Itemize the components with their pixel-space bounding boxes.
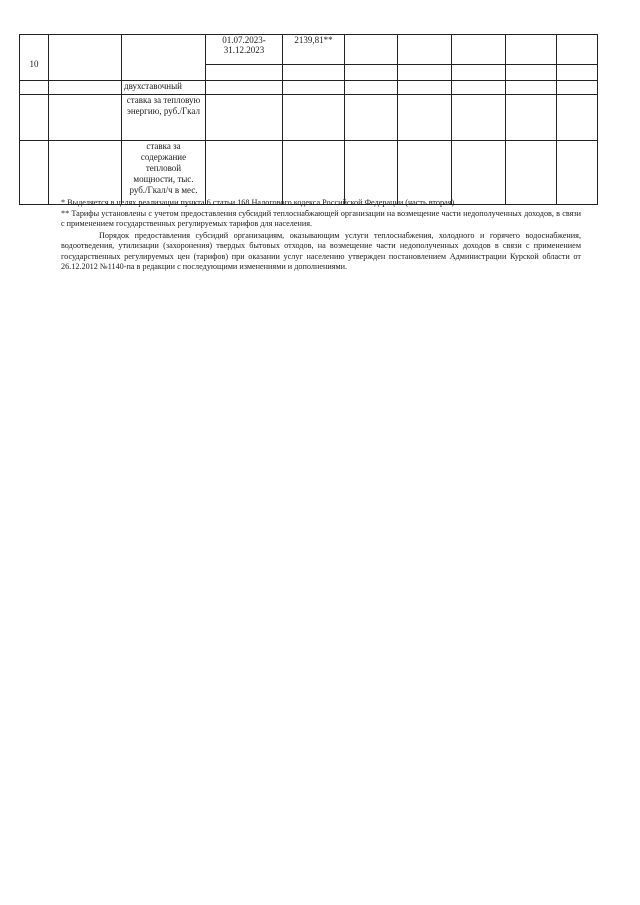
cell-empty bbox=[283, 141, 345, 205]
cell-empty bbox=[20, 141, 49, 205]
cell-empty bbox=[452, 65, 506, 81]
table-row bbox=[20, 141, 598, 205]
cell-empty bbox=[506, 65, 557, 81]
cell-empty bbox=[506, 141, 557, 205]
cell-empty bbox=[557, 95, 598, 141]
period-cell: 01.07.2023-31.12.2023 bbox=[206, 35, 283, 65]
footnote-subsidy: ** Тарифы установлены с учетом предоставления субсидий теплоснабжающей организации на возмещение части недополученных доходов, в связи с применением государственных регулируемых тарифов для населения. bbox=[61, 208, 581, 228]
footnote-vat: * Выделяется в целях реализации пункта 6 статьи 168 Налогового кодекса Российской Федерации (часть вторая). bbox=[61, 198, 457, 207]
cell-empty bbox=[398, 141, 452, 205]
subsidy-procedure-paragraph: Порядок предоставления субсидий организациям, оказывающим услуги теплоснабжения, холодного и горячего водоснабжения, водоотведения, утилизации (захоронения) твердых бытовых отходов, на возмещение части недополученных доходов в связи с применением государственных регулируемых цен (тарифов) при оказании услуг населению утвержден постановлением Администрации Курской области от 26.12.2012 №1140-па в редакции с последующими изменениями и дополнениями. bbox=[61, 230, 581, 271]
cell-empty bbox=[20, 81, 49, 95]
cell-empty bbox=[206, 65, 283, 81]
cell-empty bbox=[506, 95, 557, 141]
tariff-type-cell: двухставочный bbox=[122, 81, 206, 95]
cell-empty bbox=[557, 35, 598, 65]
table-row bbox=[20, 35, 598, 65]
cell-empty bbox=[283, 95, 345, 141]
cell-empty bbox=[557, 65, 598, 81]
cell-empty bbox=[345, 35, 398, 65]
cell-empty bbox=[557, 81, 598, 95]
cell-empty bbox=[20, 95, 49, 141]
cell-empty bbox=[283, 65, 345, 81]
cell-empty bbox=[49, 141, 122, 205]
cell-empty bbox=[49, 35, 122, 81]
cell-empty bbox=[452, 35, 506, 65]
cell-empty bbox=[398, 65, 452, 81]
cell-empty bbox=[49, 81, 122, 95]
cell-empty bbox=[206, 81, 283, 95]
cell-empty bbox=[122, 35, 206, 81]
table-row bbox=[20, 95, 598, 141]
cell-empty bbox=[506, 81, 557, 95]
cell-empty bbox=[283, 81, 345, 95]
cell-empty bbox=[452, 95, 506, 141]
cell-empty bbox=[506, 35, 557, 65]
rate-capacity-cell: ставка за содержание тепловой мощности, тыс. руб./Гкал/ч в мес. bbox=[122, 141, 206, 205]
cell-empty bbox=[345, 81, 398, 95]
cell-empty bbox=[452, 141, 506, 205]
tariff-table bbox=[19, 34, 598, 205]
cell-empty bbox=[398, 35, 452, 65]
cell-empty bbox=[49, 95, 122, 141]
cell-empty bbox=[345, 95, 398, 141]
cell-empty bbox=[557, 141, 598, 205]
cell-empty bbox=[206, 95, 283, 141]
cell-empty bbox=[345, 65, 398, 81]
footnotes bbox=[61, 198, 581, 273]
cell-empty bbox=[398, 81, 452, 95]
table-row bbox=[20, 81, 598, 95]
cell-empty bbox=[452, 81, 506, 95]
cell-empty bbox=[345, 141, 398, 205]
row-number: 10 bbox=[20, 35, 49, 81]
value-cell: 2139,81** bbox=[283, 35, 345, 65]
cell-empty bbox=[398, 95, 452, 141]
rate-energy-cell: ставка за тепловую энергию, руб./Гкал bbox=[122, 95, 206, 141]
cell-empty bbox=[206, 141, 283, 205]
